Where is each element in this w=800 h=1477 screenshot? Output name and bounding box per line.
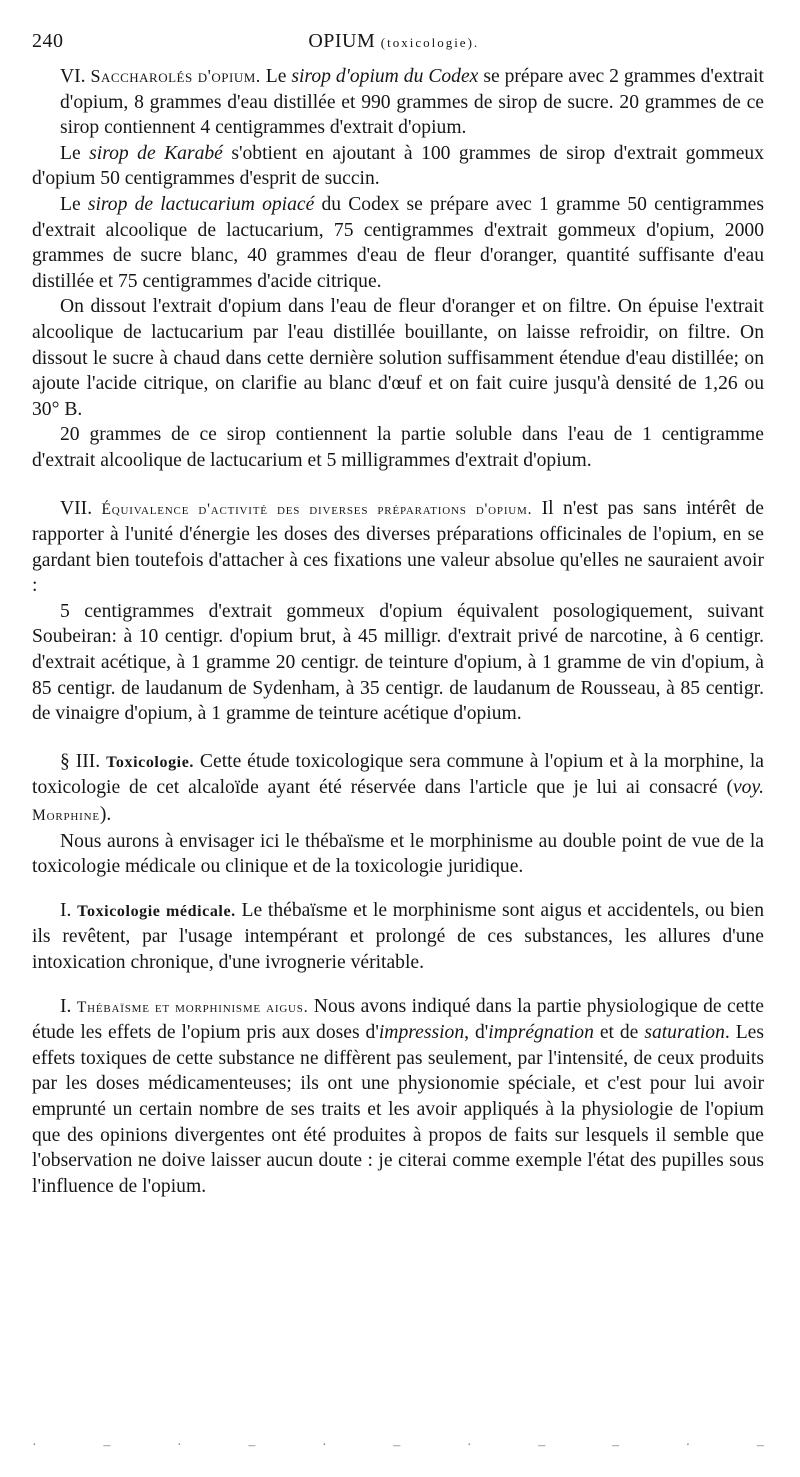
sirop-lactucarium: sirop de lactucarium opiacé [87, 193, 315, 215]
section-vii-numeral: VII. [60, 497, 93, 519]
section-vi-paragraph-3: Le sirop de lactucarium opiacé du Codex se prépare avec 1 gramme 50 centigrammes d'extrait alcoolique de lactucarium, 75 centigrammes d'extrait gommeux d'opium, 2000 grammes de sucre blanc, 40 grammes d'eau de fleur d'oranger, quantité suffisante d'eau distillée et 75 centigrammes d'acide citrique. [32, 193, 764, 292]
section-iii-paragraph-2: Nous aurons à envisager ici le thébaïsme et le morphinisme au double point de vue de la toxicologie médicale ou clinique et de la toxicologie juridique. [32, 830, 764, 878]
toxicologie-medicale-numeral: I. [60, 899, 72, 921]
body-text [32, 64, 764, 1199]
section-vii-heading: Équivalence d'activité des diverses préparations d'opium. [101, 500, 533, 518]
section-vi-paragraph-4: On dissout l'extrait d'opium dans l'eau de fleur d'oranger et on filtre. On épuise l'extrait alcoolique de lactucarium par l'eau distillée bouillante, on laisse refroidir, on filtre. On dissout le sucre à chaud dans cette dernière solution suffisamment étendue d'eau distillée; on ajoute l'acide citrique, on clarifie au blanc d'œuf et on fait cuire jusqu'à densité de 1,26 ou 30° B. [32, 296, 764, 420]
sirop-karabe: sirop de Karabé [89, 142, 223, 164]
spacer [32, 880, 764, 898]
section-vi-numeral: VI. [60, 66, 86, 87]
toxicologie-medicale-heading: Toxicologie médicale. [77, 902, 236, 920]
thebaisme-aigu-paragraph: I. Thébaïsme et morphinisme aigus. Nous avons indiqué dans la partie physiologique de cette étude les effets de l'opium pris aux doses d'impression, d'imprégnation et de saturation. Les effets toxiques de cette substance ne diffèrent pas seulement, par l'intensité, de ceux produits par les doses médicamenteuses; ils ont une physionomie spéciale, et c'est pour lui avoir emprunté un certain nombre de ses traits et les avoir appliqués à la physiologie de l'opium que des opinions divergentes ont été produites à propos de faits sur lesquels il semble que l'observation ne doive laisser aucun doute : je citerai comme exemple l'état des pupilles sous l'influence de l'opium. [32, 995, 765, 1197]
thebaisme-aigu-numeral: I. [60, 995, 72, 1017]
section-vi-paragraph-1: VI. Saccharolés d'opium. Le sirop d'opium du Codex se prépare avec 2 grammes d'extrait d'opium, 8 grammes d'eau distillée et 990 grammes de sirop de sucre. 20 grammes de ce sirop contiennent 4 centigrammes d'extrait d'opium. [60, 66, 764, 139]
spacer [32, 976, 764, 994]
sirop-opium-codex: sirop d'opium du Codex [291, 66, 479, 87]
thebaisme-aigu-heading: Thébaïsme et morphinisme aigus. [76, 998, 309, 1016]
spacer [32, 474, 764, 496]
spacer [32, 727, 764, 749]
toxicologie-medicale-paragraph: I. Toxicologie médicale. Le thébaïsme et le morphinisme sont aigus et accidentels, ou bien ils revêtent, par l'usage intempérant et prolongé de ces substances, les allures d'une intoxication chronique, d'une ivrognerie véritable. [32, 899, 765, 973]
section-iii-heading: Toxicologie. [106, 753, 195, 771]
section-vi-paragraph-5: 20 grammes de ce sirop contiennent la partie soluble dans l'eau de 1 centigramme d'extrait alcoolique de lactucarium et 5 milligrammes d'extrait d'opium. [32, 424, 764, 471]
scan-artifacts: · – · – · – · – – · – [32, 1438, 764, 1453]
section-iii-numeral: § III. [60, 750, 101, 772]
section-vi-heading: Saccharolés d'opium. [90, 66, 261, 86]
running-title [64, 30, 725, 53]
page-number: 240 [32, 30, 64, 52]
page-header [32, 30, 764, 62]
morphine-reference: Morphine [32, 807, 100, 825]
running-title-main: OPIUM [308, 30, 376, 52]
section-vii-paragraph-1: VII. Équivalence d'activité des diverses préparations d'opium. Il n'est pas sans intérêt de rapporter à l'unité d'énergie les doses des diverses préparations officinales de l'opium, en se gardant bien toutefois d'attacher à ces fixations une valeur absolue qu'elles ne sauraient avoir : [32, 497, 764, 597]
section-vii-paragraph-2: 5 centigrammes d'extrait gommeux d'opium équivalent posologiquement, suivant Soubeiran: à 10 centigr. d'opium brut, à 45 milligr. d'extrait privé de narcotine, à 6 centigr. d'extrait acétique, à 1 gramme 20 centigr. de teinture d'opium, à 1 gramme de vin d'opium, à 85 centigr. de laudanum de Sydenham, à 35 centigr. de laudanum de Rousseau, à 85 centigr. de vinaigre d'opium, à 1 gramme de teinture acétique d'opium. [32, 600, 764, 725]
section-iii-paragraph-1: § III. Toxicologie. Cette étude toxicologique sera commune à l'opium et à la morphine, la toxicologie de cet alcaloïde ayant été réservée dans l'article que je lui ai consacré (voy. Morphine). [32, 750, 764, 826]
running-title-sub: (toxicologie). [380, 35, 480, 50]
section-vi-paragraph-2: Le sirop de Karabé s'obtient en ajoutant à 100 grammes de sirop d'extrait gommeux d'opium 50 centigrammes d'esprit de succin. [32, 142, 764, 190]
